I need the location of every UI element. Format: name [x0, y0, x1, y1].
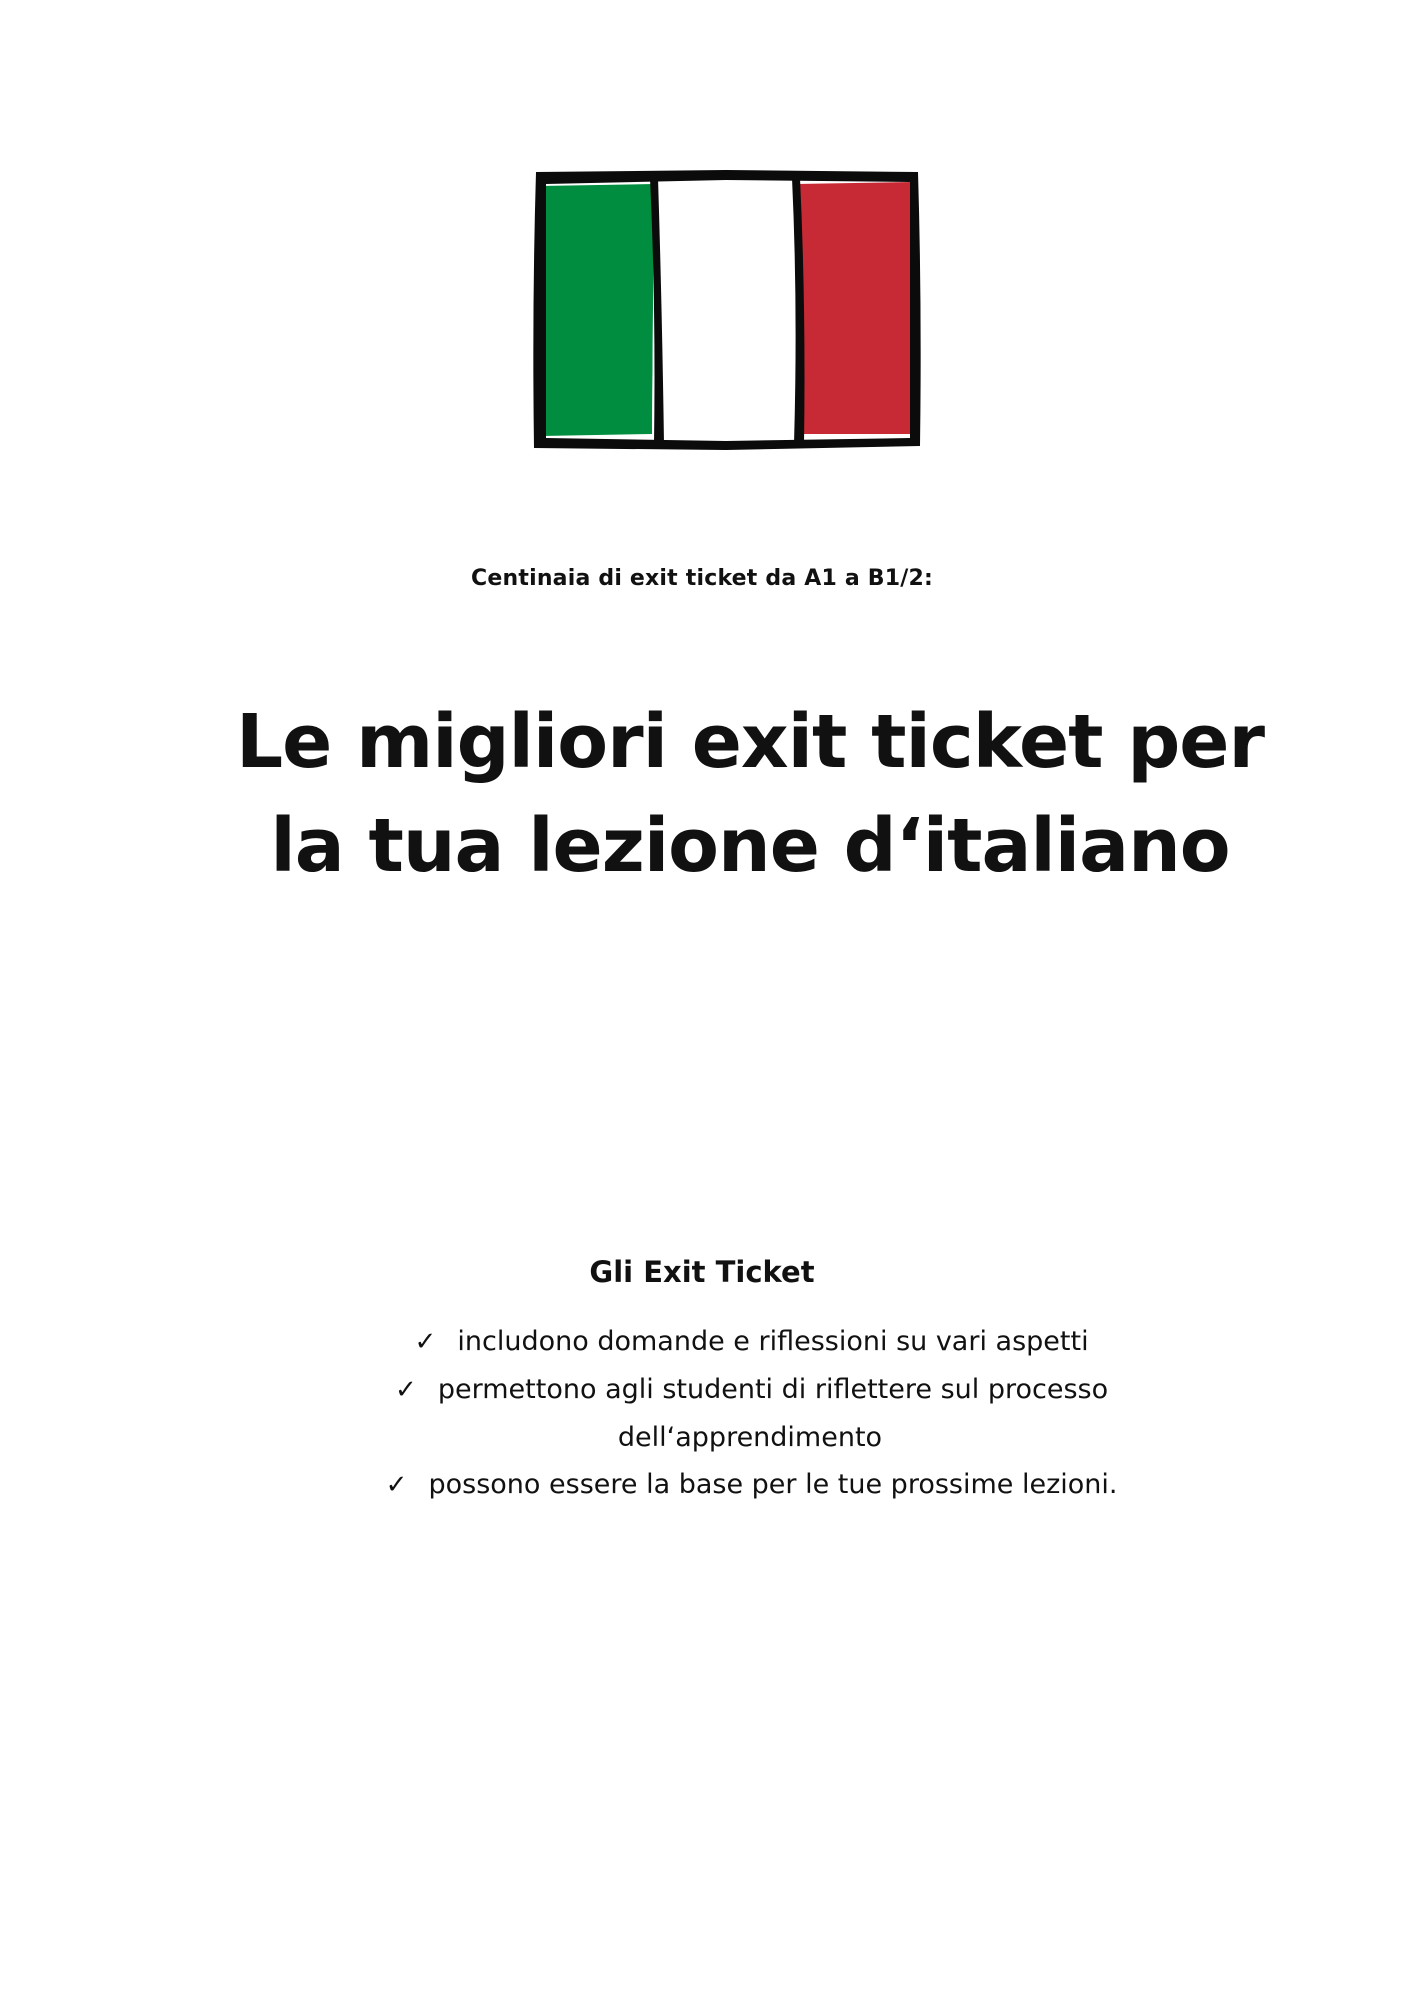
- page-title-line-2: la tua lezione d‘italiano: [270, 803, 1230, 889]
- feature-list-item: [300, 1461, 1200, 1509]
- feature-list-item: [300, 1366, 1200, 1461]
- section-heading-text: Gli Exit Ticket: [589, 1255, 815, 1289]
- subtitle: [0, 566, 1414, 591]
- checkmark-icon: ✓: [414, 1327, 437, 1357]
- page-title: [160, 690, 1340, 898]
- page-title-line-1: Le migliori exit ticket per: [236, 699, 1264, 785]
- feature-list: [300, 1318, 1200, 1509]
- flag-red-stripe: [796, 182, 912, 434]
- feature-text: permettono agli studenti di riflettere sul processo: [437, 1374, 1109, 1405]
- subtitle-text: Centinaia di exit ticket da A1 a B1/2:: [471, 566, 933, 591]
- feature-text-continuation: dell‘apprendimento: [617, 1422, 883, 1453]
- checkmark-icon: ✓: [394, 1375, 417, 1405]
- feature-list-item: [300, 1318, 1200, 1366]
- section-heading: [0, 1255, 1414, 1289]
- flag-white-stripe: [652, 184, 796, 434]
- checkmark-icon: ✓: [385, 1470, 408, 1500]
- italian-flag-icon: [526, 166, 926, 454]
- feature-text: possono essere la base per le tue prossime lezioni.: [428, 1469, 1118, 1500]
- feature-text: includono domande e riflessioni su vari aspetti: [457, 1326, 1089, 1357]
- flag-green-stripe: [540, 184, 654, 436]
